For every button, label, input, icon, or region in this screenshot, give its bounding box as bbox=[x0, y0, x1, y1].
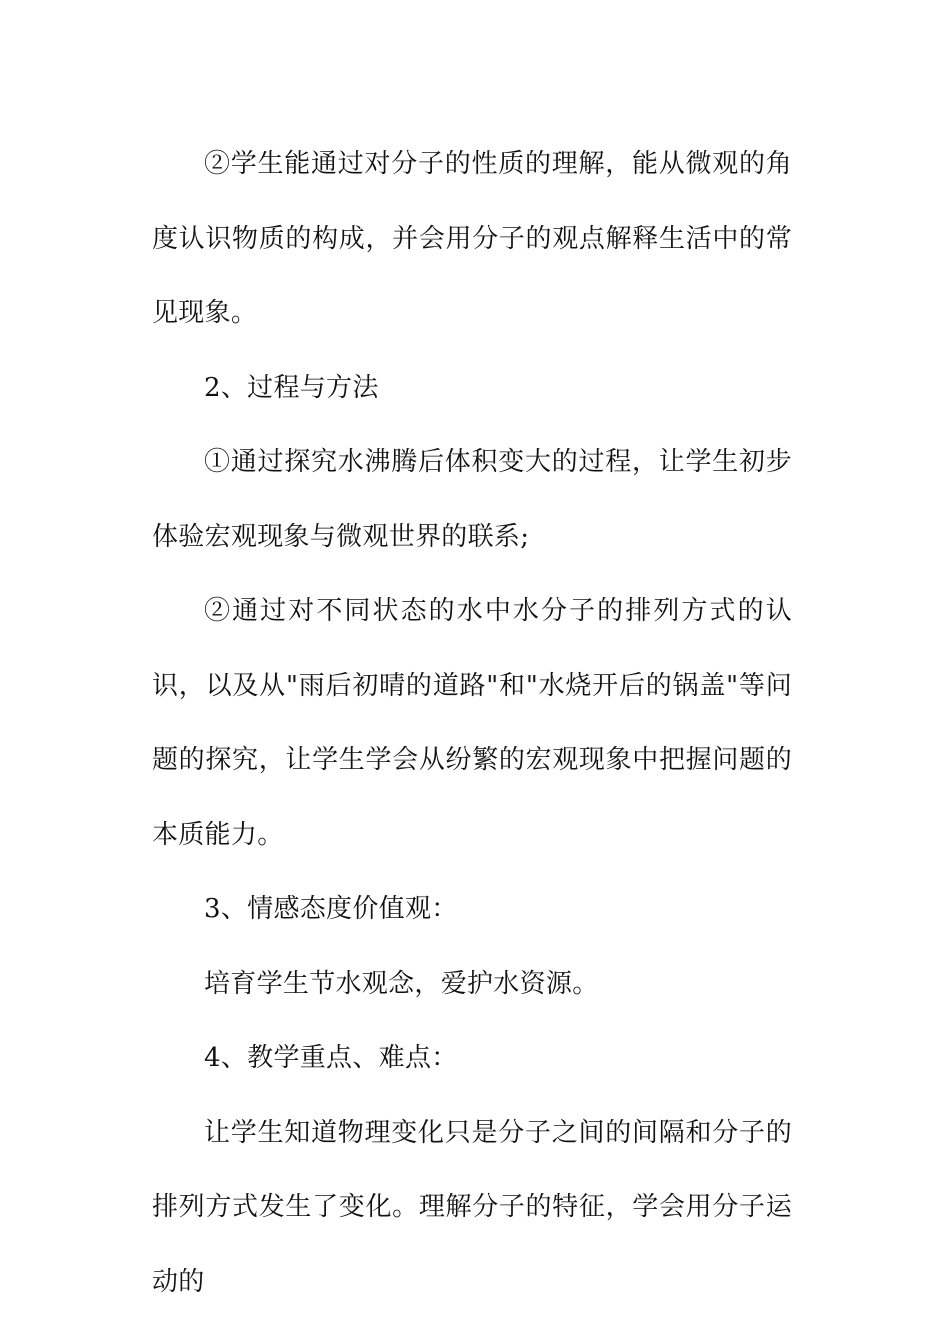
heading-key-difficult-points: 4、教学重点、难点： bbox=[204, 1043, 458, 1073]
paragraph-key-points: 让学生知道物理变化只是分子之间的间隔和分子的排列方式发生了变化。理解分子的特征，学会用分子运动的 bbox=[152, 1117, 792, 1297]
document-body bbox=[152, 127, 792, 1319]
paragraph-goal-2: ②学生能通过对分子的性质的理解，能从微观的角度认识物质的构成，并会用分子的观点解释生活中的常见现象。 bbox=[152, 149, 792, 328]
paragraph-process-2: ②通过对不同状态的水中水分子的排列方式的认识，以及从"雨后初晴的道路"和"水烧开后的锅盖"等问题的探究，让学生学会从纷繁的宏观现象中把握问题的本质能力。 bbox=[152, 596, 792, 850]
paragraph-attitude: 培育学生节水观念，爱护水资源。 bbox=[204, 968, 599, 999]
heading-process-and-method: 2、过程与方法 bbox=[204, 372, 379, 403]
paragraph-process-1: ①通过探究水沸腾后体积变大的过程，让学生初步体验宏观现象与微观世界的联系; bbox=[152, 447, 792, 552]
heading-attitude-values: 3、情感态度价值观： bbox=[204, 894, 458, 924]
